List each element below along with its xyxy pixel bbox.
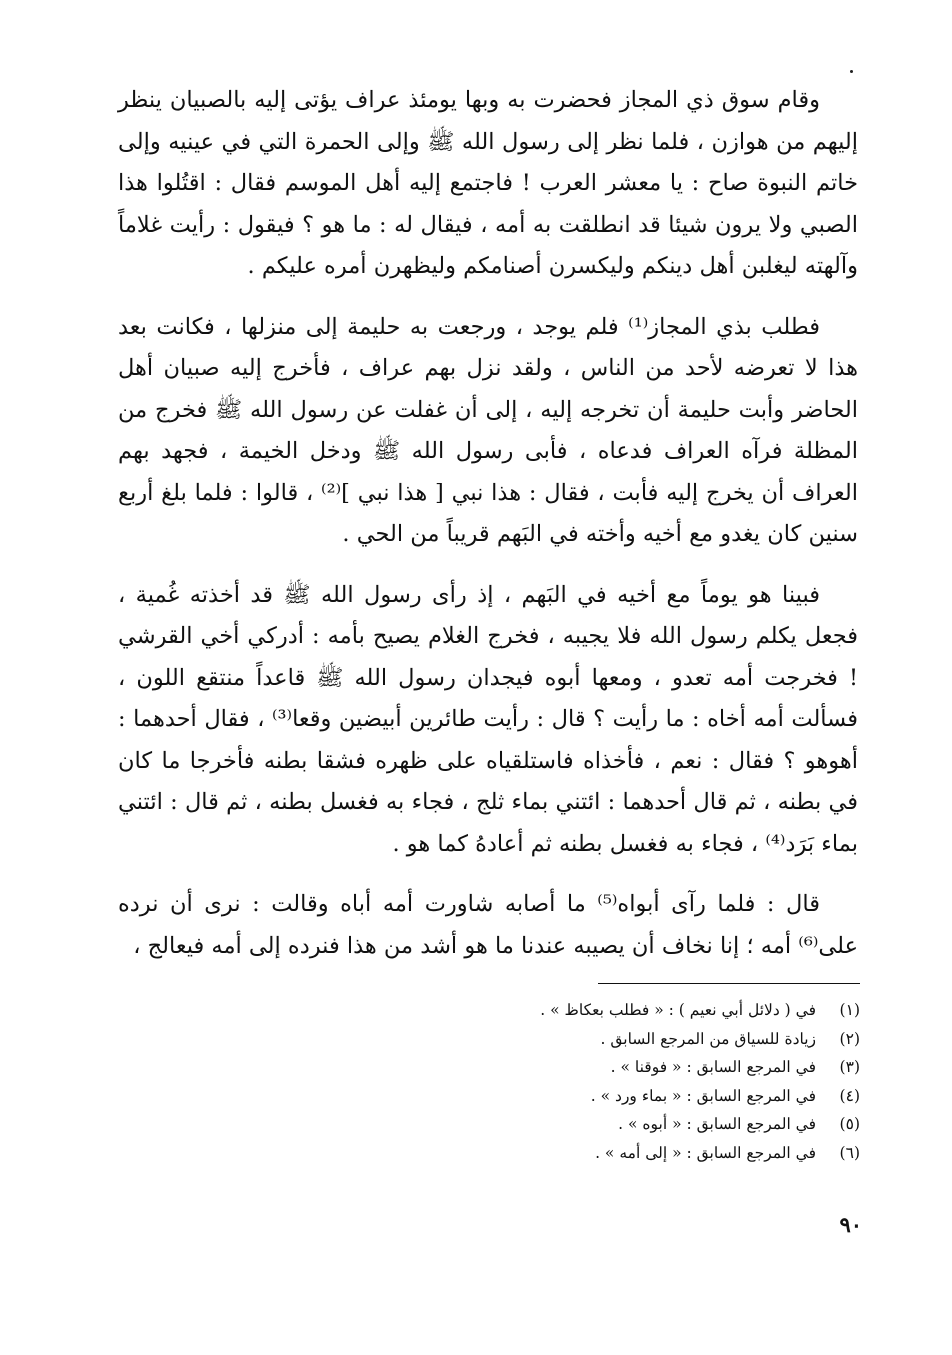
- margin-dot: [850, 70, 853, 73]
- footnote-item: [380, 996, 860, 1025]
- footnote-text: في المرجع السابق : « إلى أمه » .: [595, 1143, 816, 1162]
- footnote-text: في ( دلائل أبي نعيم ) : « فطلب بعكاظ » .: [540, 1001, 816, 1019]
- footnote-number: (٤): [839, 1086, 860, 1105]
- page-number: ٩٠: [839, 1212, 862, 1237]
- footnote-text: في المرجع السابق : « بماء ورد » .: [590, 1086, 816, 1105]
- footnote-number: (٢): [839, 1029, 860, 1048]
- paragraph-2: فطلب بذي المجاز⁽¹⁾ فلم يوجد ، ورجعت به حليمة إلى منزلها ، فكانت بعد هذا لا تعرضه لأحد من الناس ، ولقد نزل بهم عراف ، فأخرج إليه صبيان أهل الحاضر وأبت حليمة أن تخرجه إليه ، إلى أن غفلت عن رسول الله ﷺ فخرج من المظلة فرآه العراف فدعاه ، فأبى رسول الله ﷺ ودخل الخيمة ، فجهد بهم العراف أن يخرج إليه فأبت ، فقال : هذا نبي [ هذا نبي ]⁽²⁾ ، قالوا : فلما بلغ أربع سنين كان يغدو مع أخيه وأخته في البَهم قريباً من الحي .: [118, 313, 858, 547]
- footnote-item: [380, 1110, 860, 1139]
- footnote-item: [380, 1082, 860, 1111]
- footnote-number: (٦): [839, 1143, 860, 1162]
- footnote-item: [380, 1139, 860, 1168]
- footnote-item: [380, 1053, 860, 1082]
- footnote-text: في المرجع السابق : « أبوه » .: [618, 1115, 816, 1133]
- paragraph-1: وقام سوق ذي المجاز فحضرت به وبها يومئذ عراف يؤتى إليه بالصبيان ينظر إليهم من هوازن ، فلما نظر إلى رسول الله ﷺ وإلى الحمرة التي في عينيه وإلى خاتم النبوة صاح : يا معشر العرب ! فاجتمع إليه أهل الموسم فقال : اقتُلوا هذا الصبي ولا يرون شيئا قد انطلقت به أمه ، فيقال له : ما هو ؟ فيقول : رأيت غلاماً وآلهته ليغلبن أهل دينكم وليكسرن أصنامكم وليظهرن أمره عليكم .: [118, 87, 858, 279]
- footnote-text: في المرجع السابق : « فوقنا » .: [610, 1058, 816, 1076]
- footnote-item: [380, 1025, 860, 1054]
- footnote-number: (٥): [839, 1115, 860, 1133]
- paragraph-4: قال : فلما رآى أبواه⁽⁵⁾ ما أصابه شاورت أمه أباه وقالت : نرى أن نرده على⁽⁶⁾ أمه ؛ إنا نخاف أن يصيبه عندنا ما هو أشد من هذا فنرده إلى أمه فيعالج ،: [118, 891, 858, 959]
- footnote-text: زيادة للسياق من المرجع السابق .: [600, 1029, 816, 1048]
- footnote-number: (١): [839, 1001, 860, 1019]
- paragraph-3: فبينا هو يوماً مع أخيه في البَهم ، إذ رأى رسول الله ﷺ قد أخذته غُمية ، فجعل يكلم رسول الله فلا يجيبه ، فخرج الغلام يصيح بأمه : أدركي أخي القرشي ! فخرجت أمه تعدو ، ومعها أبوه فيجدان رسول الله ﷺ قاعداً منتقع اللون ، فسألت أمه أخاه : ما رأيت ؟ قال : رأيت طائرين أبيضين وقعا⁽³⁾ ، فقال أحدهما : أهوهو ؟ فقال : نعم ، فأخذاه فاستلقياه على ظهره فشقا بطنه فأخرجا ما كان في بطنه ، ثم قال أحدهما : ائتني بماء ثلج ، فجاء به فغسل بطنه ، ثم قال : ائتني بماء بَرَد⁽⁴⁾ ، فجاء به فغسل بطنه ثم أعادهُ كما هو .: [118, 581, 858, 857]
- footnotes: [380, 996, 860, 1167]
- footnote-separator: [598, 983, 860, 984]
- footnote-number: (٣): [839, 1058, 860, 1076]
- main-text: [118, 80, 858, 967]
